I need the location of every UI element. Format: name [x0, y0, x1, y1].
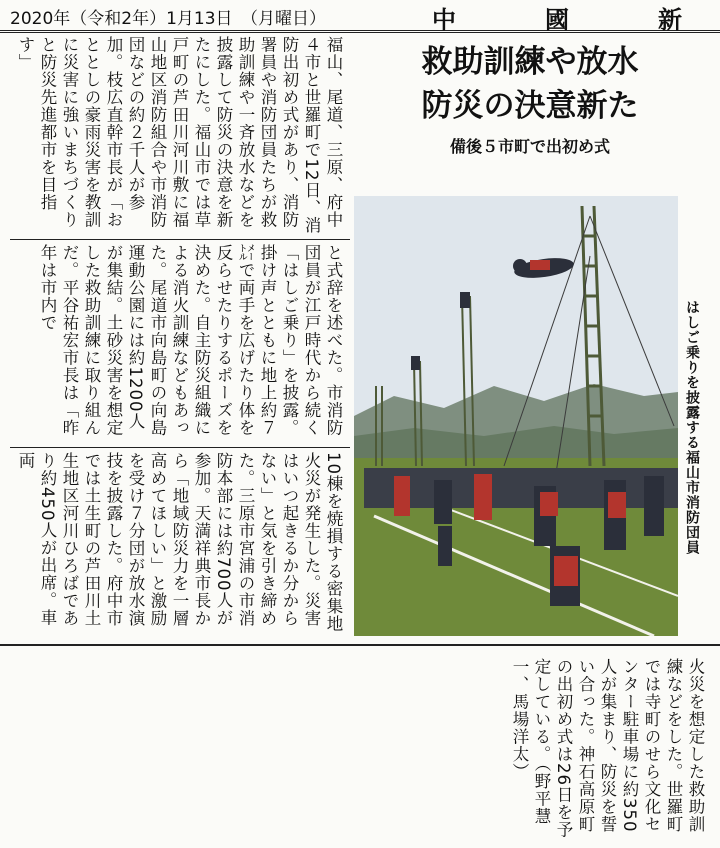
paper-name-char: 國 — [545, 5, 569, 34]
subheadline: 備後５市町で出初め式 — [449, 137, 610, 156]
headline-line-2: 防災の決意新た — [421, 88, 639, 124]
publication-date: 2020年（令和2年）1月13日 （月曜日） — [10, 9, 327, 29]
photo-caption: はしご乗りを披露する福山市消防団員 — [684, 300, 700, 555]
photo-sky — [354, 196, 678, 426]
column-divider — [10, 447, 350, 448]
news-photo — [354, 196, 678, 636]
article-body-block-4: 火災を想定した救助訓練などをした。世羅町では寺町のせら文化センター駐車場に約350人が集まり、防災を誓い合った。神石高原町の出初め式は26日を予定している。（野平慧一、馬場洋太） — [510, 658, 705, 839]
headline-line-1: 救助訓練や放水 — [421, 44, 639, 80]
paper-name-char: 新 — [658, 5, 682, 34]
article-body-block-3: 10棟を焼損する密集地火災が発生した。災害はいつ起きるか分からない」と気を引き締めた。三原市宮浦の市消防本部には約700人が参加。天満祥典市長から「地域防災力を一層高めてほしい」と激励を受け７分団が放水演技を披露した。府中市では土生町の芦田川土生地区河川ひろばであり約450人が出席。車両 — [16, 452, 343, 633]
column-divider — [10, 239, 350, 240]
newspaper-name — [432, 0, 682, 34]
article-body-block-2: と式辞を述べた。市消防団員が江戸時代から続く「はしご乗り」を披露。掛け声とともに地上約７㍍で両手を広げたり体を反らせたりするポーズを決めた。自主防災組織による消火訓練などもあった。尾道市向島町の向島運動公園には約1200人が集結。土砂災害を想定した救助訓練に取り組んだ。平谷祐宏市長は「昨年は市内で — [38, 244, 343, 437]
section-divider — [0, 644, 720, 646]
article-body-block-1: 福山、尾道、三原、府中４市と世羅町で12日、消防出初め式があり、消防署員や消防団員たちが救助訓練や一斉放水などを披露して防災の決意を新たにした。福山市では草戸町の芦田川河川敷に福山地区消防組合や市消防団などの約２千人が参加。枝広直幹市長が「おととしの豪雨災害を教訓に災害に強いまちづくりと防災先進都市を目指す」 — [16, 36, 343, 234]
headline-area — [360, 40, 700, 190]
paper-name-char: 中 — [432, 5, 456, 34]
page-header — [0, 0, 720, 33]
